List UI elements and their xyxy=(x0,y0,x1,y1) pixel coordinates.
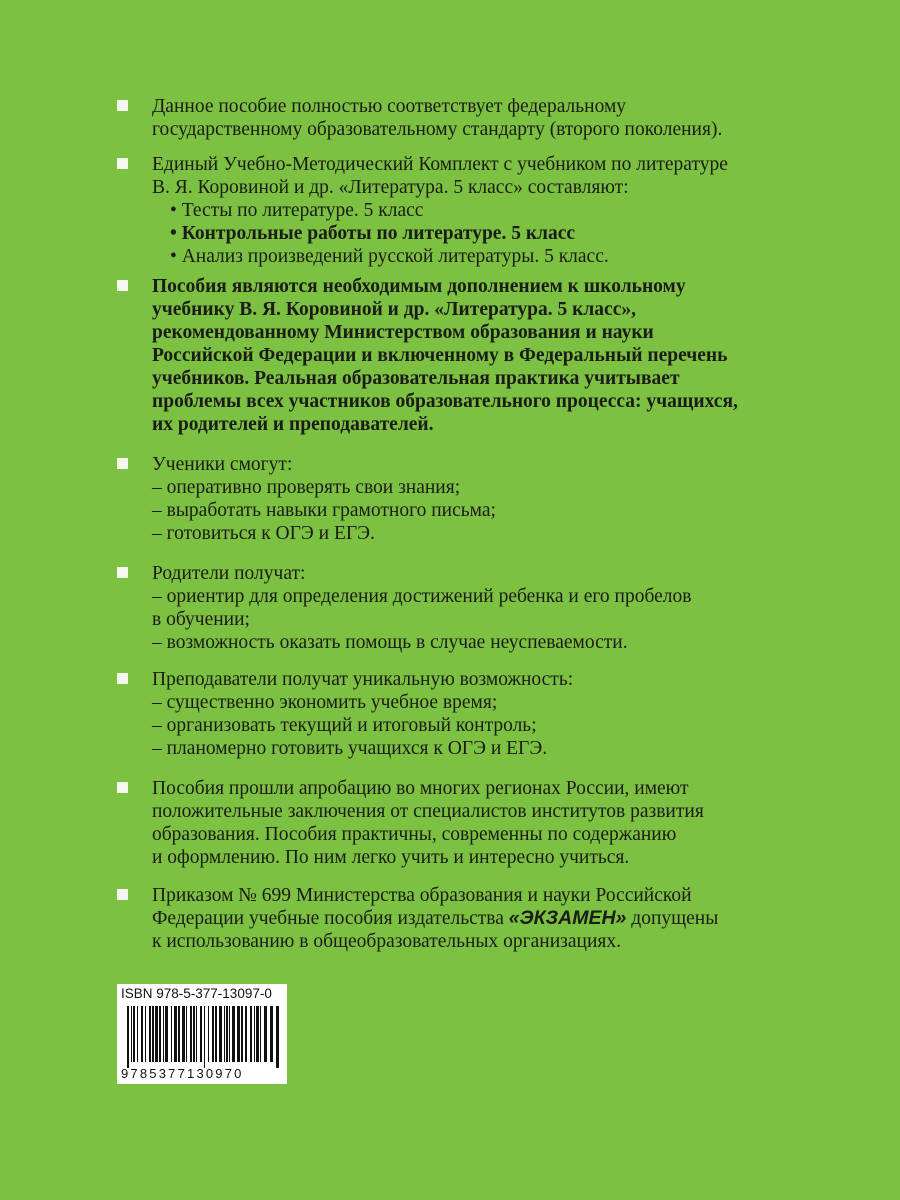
text-line: положительные заключения от специалистов институтов развития xyxy=(152,801,704,822)
paragraph xyxy=(152,453,496,545)
barcode-bar xyxy=(131,1006,132,1062)
text-line: – возможность оказать помощь в случае неуспеваемости. xyxy=(152,632,628,653)
text-line: – существенно экономить учебное время; xyxy=(152,692,498,713)
barcode-bar xyxy=(264,1006,267,1062)
text-line: • Тесты по литературе. 5 класс xyxy=(170,200,424,221)
bullet-square-icon xyxy=(117,567,128,578)
paragraph xyxy=(152,275,738,436)
ean-digits: 9785377130970 xyxy=(121,1066,244,1081)
bullet-square-icon xyxy=(117,889,128,900)
text-line: в обучении; xyxy=(152,609,250,630)
order-line-1: Приказом № 699 Министерства образования и науки Российской xyxy=(152,885,692,906)
barcode-bar xyxy=(127,1006,129,1068)
barcode-bar xyxy=(186,1006,187,1062)
barcode-bar xyxy=(224,1006,225,1062)
barcode-bar xyxy=(163,1006,164,1062)
barcode-bar xyxy=(237,1006,240,1062)
barcode-bar xyxy=(155,1006,158,1062)
barcode-bar xyxy=(208,1006,209,1062)
barcode-bar xyxy=(182,1006,185,1062)
barcode-bar xyxy=(141,1006,143,1062)
text-line: учебников. Реальная образовательная практика учитывает xyxy=(152,368,680,389)
text-line: их родителей и преподавателей. xyxy=(152,414,434,435)
text-line: – готовиться к ОГЭ и ЕГЭ. xyxy=(152,523,375,544)
paragraph xyxy=(152,95,722,141)
barcode-bar xyxy=(232,1006,235,1062)
barcode-bar xyxy=(256,1006,259,1062)
text-line: – выработать навыки грамотного письма; xyxy=(152,500,496,521)
barcode-bar xyxy=(193,1006,195,1062)
text-line: – организовать текущий и итоговый контроль; xyxy=(152,715,537,736)
bullet-square-icon xyxy=(117,100,128,111)
barcode-bar xyxy=(174,1006,177,1062)
order-line-2-end: допущены xyxy=(626,908,719,929)
text-line: Российской Федерации и включенному в Федеральный перечень xyxy=(152,345,728,366)
barcode-bar xyxy=(219,1006,222,1062)
text-line: и оформлению. По ним легко учить и интересно учиться. xyxy=(152,847,630,868)
text-line: проблемы всех участников образовательного процесса: учащихся, xyxy=(152,391,738,412)
order-line-2-start: Федерации учебные пособия издательства xyxy=(152,908,509,929)
barcode-bar xyxy=(270,1006,273,1062)
barcode-bar xyxy=(245,1006,247,1062)
paragraph xyxy=(152,777,704,869)
barcode-bar xyxy=(149,1006,151,1062)
barcode-bar xyxy=(171,1006,172,1062)
barcode-bar xyxy=(241,1006,243,1062)
barcode-bars xyxy=(127,1006,279,1068)
barcode-bar xyxy=(204,1006,205,1068)
paragraph xyxy=(152,562,691,654)
text-line: • Анализ произведений русской литературы. 5 класс. xyxy=(170,246,609,267)
text-line: Пособия являются необходимым дополнением к школьному xyxy=(152,276,686,297)
barcode-bar xyxy=(229,1006,230,1062)
text-line: рекомендованному Министерством образования и науки xyxy=(152,322,654,343)
bullet-square-icon xyxy=(117,458,128,469)
order-line-2 xyxy=(152,907,718,930)
text-line: – оперативно проверять свои знания; xyxy=(152,477,461,498)
barcode-bar xyxy=(165,1006,168,1062)
barcode-bar xyxy=(190,1006,192,1062)
barcode-bar xyxy=(152,1006,154,1062)
barcode-bar xyxy=(215,1006,217,1062)
paragraph xyxy=(152,668,573,760)
paragraph xyxy=(152,153,728,268)
barcode-bar xyxy=(250,1006,252,1062)
text-line: Родители получат: xyxy=(152,563,306,584)
barcode-bar xyxy=(260,1006,261,1062)
barcode-bar xyxy=(196,1006,197,1062)
text-line: В. Я. Коровиной и др. «Литература. 5 класс» составляют: xyxy=(152,177,629,198)
order-line-3: к использованию в общеобразовательных организациях. xyxy=(152,931,621,952)
text-line: – ориентир для определения достижений ребенка и его пробелов xyxy=(152,586,692,607)
barcode-bar xyxy=(200,1006,202,1062)
text-line: Ученики смогут: xyxy=(152,454,293,475)
bullet-square-icon xyxy=(117,280,128,291)
bullet-square-icon xyxy=(117,782,128,793)
barcode-bar xyxy=(276,1006,279,1068)
isbn-barcode xyxy=(117,984,287,1084)
text-line: образования. Пособия практичны, современны по содержанию xyxy=(152,824,677,845)
text-line: Данное пособие полностью соответствует федеральному xyxy=(152,96,627,117)
bullet-square-icon xyxy=(117,673,128,684)
barcode-bar xyxy=(137,1006,138,1062)
barcode-bar xyxy=(226,1006,228,1062)
barcode-bar xyxy=(254,1006,255,1062)
barcode-bar xyxy=(159,1006,161,1062)
barcode-bar xyxy=(178,1006,180,1062)
bullet-square-icon xyxy=(117,158,128,169)
publisher-name: «ЭКЗАМЕН» xyxy=(508,907,627,929)
barcode-bar xyxy=(133,1006,135,1062)
text-line: Единый Учебно-Методический Комплект с учебником по литературе xyxy=(152,154,728,175)
text-line: – планомерно готовить учащихся к ОГЭ и ЕГЭ. xyxy=(152,738,548,759)
text-line: учебнику В. Я. Коровиной и др. «Литература. 5 класс», xyxy=(152,299,636,320)
text-line: Преподаватели получат уникальную возможность: xyxy=(152,669,574,690)
order-paragraph xyxy=(152,884,718,953)
barcode-bar xyxy=(145,1006,146,1062)
text-line: Пособия прошли апробацию во многих регионах России, имеют xyxy=(152,778,689,799)
text-line: государственному образовательному стандарту (второго поколения). xyxy=(152,119,723,140)
text-line: • Контрольные работы по литературе. 5 класс xyxy=(170,223,576,244)
isbn-label: ISBN 978-5-377-13097-0 xyxy=(121,986,272,1001)
barcode-bar xyxy=(212,1006,214,1062)
